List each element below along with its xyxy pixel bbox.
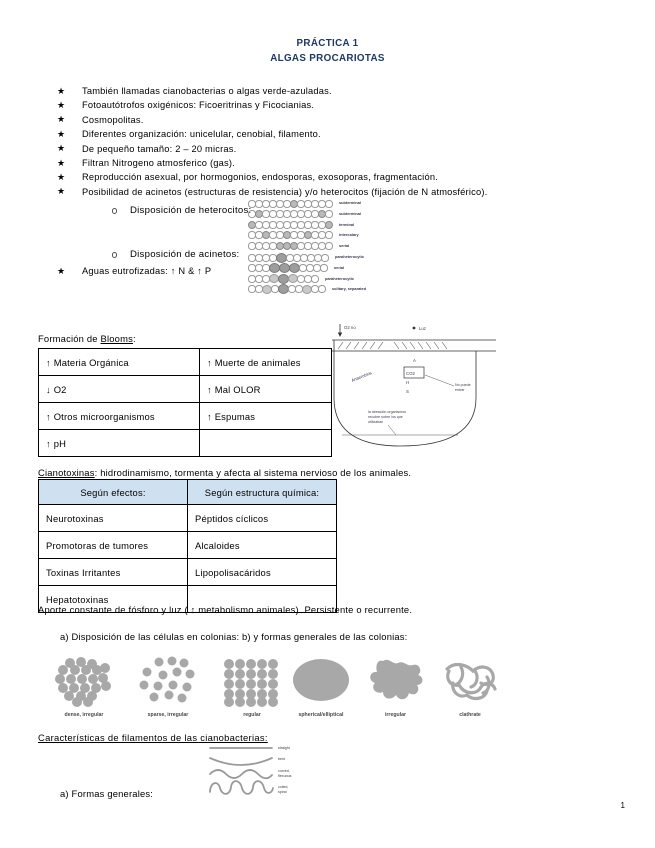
table-cell: ↑ Otros microorganismos xyxy=(39,403,200,430)
table-row xyxy=(39,430,332,457)
title-line-1: PRÁCTICA 1 xyxy=(296,38,359,49)
star-bullet-icon: ★ xyxy=(57,186,66,197)
cianotoxinas-heading-rest: : hidrodinamismo, tormenta y afecta al sistema nervioso de los animales. xyxy=(94,467,412,478)
star-bullet-icon: ★ xyxy=(57,265,66,276)
bullet-text: Diferentes organización: unicelular, cenobial, filamento. xyxy=(82,129,321,140)
figure-caption: spherical/elliptical xyxy=(298,712,344,718)
row-label: paraheterocytic xyxy=(335,254,364,260)
figure-sparse-irregular xyxy=(132,655,204,718)
cianotoxinas-table xyxy=(38,479,337,613)
table-row xyxy=(39,505,337,532)
blooms-heading-prefix: Formación de xyxy=(38,333,101,344)
no-entra-note-2: entrar xyxy=(455,388,465,392)
bloom-lake-figure xyxy=(326,320,506,460)
filament-label-straight: straight xyxy=(278,746,290,750)
list-item xyxy=(52,156,655,170)
filament-label-curved-2: flexuous xyxy=(278,774,292,778)
colonies-item-a: a) Disposición de las células en colonias: xyxy=(60,631,240,642)
table-cell: Toxinas Irritantes xyxy=(39,559,188,586)
figure-regular xyxy=(216,655,288,718)
page-title xyxy=(0,36,655,66)
star-bullet-icon: ★ xyxy=(57,143,66,154)
table-row xyxy=(39,532,337,559)
row-label: subterminal xyxy=(339,210,362,216)
table-cell: Lipopolisacáridos xyxy=(188,559,337,586)
column-header: Según estructura química: xyxy=(188,480,337,505)
list-item xyxy=(52,84,655,98)
page-number: 1 xyxy=(620,801,625,810)
bottom-note-3: utilizaban xyxy=(368,420,384,424)
filament-label-coiled-2: spiral xyxy=(278,790,287,794)
table-cell: Neurotoxinas xyxy=(39,505,188,532)
bottom-note-2: recubre sobre los que xyxy=(368,415,403,419)
bottom-note-1: la aireación organismos xyxy=(368,410,406,414)
figure-caption: sparse, irregular xyxy=(147,712,189,718)
colony-shape-figures xyxy=(288,655,503,718)
feature-bullet-list xyxy=(0,84,655,199)
list-item xyxy=(52,113,655,127)
list-item xyxy=(52,98,655,112)
filament-row xyxy=(248,231,361,240)
row-label: subterminal xyxy=(339,200,362,206)
table-row xyxy=(39,349,332,376)
table-cell: ↑ Muerte de animales xyxy=(200,349,332,376)
figure-caption: regular xyxy=(243,712,261,718)
table-row xyxy=(39,559,337,586)
table-cell: ↑ Mal OLOR xyxy=(200,376,332,403)
cianotoxinas-footer: Aporte constante de fósforo y luz ( ↑ metabolismo animales). Persistente o recurrente. xyxy=(38,604,413,615)
star-bullet-icon: ★ xyxy=(57,171,66,182)
figure-caption: irregular xyxy=(384,712,407,718)
bullet-text: Fotoautótrofos oxigénicos: Ficoeritrinas y Ficocianias. xyxy=(82,100,315,111)
filament-label-coiled-1: coiled, xyxy=(278,785,289,789)
table-cell: ↑ Espumas xyxy=(200,403,332,430)
no-entra-note-1: No puede xyxy=(455,383,471,387)
subitem-heterocitos xyxy=(108,204,655,218)
table-cell: Hepatotoxinas xyxy=(39,586,188,613)
blooms-heading xyxy=(38,333,136,344)
subitem-acinetos xyxy=(108,248,655,262)
figure-spherical-elliptical xyxy=(288,655,354,718)
star-bullet-icon: ★ xyxy=(57,114,66,125)
blooms-heading-suffix: : xyxy=(133,333,136,344)
a-label: A xyxy=(413,358,416,363)
table-cell xyxy=(200,430,332,457)
row-label: serial xyxy=(334,264,345,270)
filament-row xyxy=(248,220,361,229)
table-cell: Promotoras de tumores xyxy=(39,532,188,559)
table-row xyxy=(39,403,332,430)
bullet-text: Aguas eutrofizadas: ↑ N & ↑ P xyxy=(82,266,212,277)
figure-irregular-shape xyxy=(363,655,429,718)
title-line-2: ALGAS PROCARIOTAS xyxy=(270,53,385,64)
table-cell: ↑ pH xyxy=(39,430,200,457)
table-cell: ↑ Materia Orgánica xyxy=(39,349,200,376)
table-cell: ↓ O2 xyxy=(39,376,200,403)
list-item xyxy=(52,264,655,278)
bullet-text: Posibilidad de acinetos (estructuras de resistencia) y/o heterocitos (fijación de N atmosférico). xyxy=(82,186,488,197)
row-label: intercalary xyxy=(339,232,359,238)
eutro-bullet-list xyxy=(0,264,655,278)
filament-label-bent: bent xyxy=(278,757,285,761)
bullet-text: Cosmopolitas. xyxy=(82,114,144,125)
star-bullet-icon: ★ xyxy=(57,157,66,168)
o2-label: O2 no xyxy=(344,325,356,330)
circle-bullet-icon xyxy=(112,252,117,257)
table-cell: Péptidos cíclicos xyxy=(188,505,337,532)
blooms-table xyxy=(38,348,332,457)
list-item xyxy=(52,185,655,199)
star-bullet-icon: ★ xyxy=(57,85,66,96)
subitem-label: Disposición de acinetos: xyxy=(130,249,240,261)
list-item xyxy=(52,127,655,141)
blooms-heading-keyword: Blooms xyxy=(100,333,133,344)
list-item xyxy=(52,142,655,156)
box-line-2: H xyxy=(406,380,410,385)
figure-caption: clathrate xyxy=(459,712,481,718)
table-header-row xyxy=(39,480,337,505)
row-label: solitary, separated xyxy=(332,286,367,292)
bullet-text: Filtran Nitrogeno atmosferico (gas). xyxy=(82,158,235,169)
figure-caption: dense, irregular xyxy=(64,712,104,718)
circle-bullet-icon xyxy=(112,208,117,213)
box-line-1: CO2 xyxy=(406,371,415,376)
subitem-label: Disposición de heterocitos: xyxy=(130,205,252,217)
figure-dense-irregular xyxy=(48,655,120,718)
list-item xyxy=(52,170,655,184)
cell-arrangement-figures xyxy=(48,655,288,718)
bullet-text: También llamadas cianobacterias o algas verde-azuladas. xyxy=(82,86,332,96)
row-label: serial xyxy=(339,242,350,248)
anaerobios-label: Anaerobios xyxy=(350,370,373,383)
row-label: paraheterocytic xyxy=(325,275,354,281)
box-line-3: S xyxy=(406,389,409,394)
filament-shapes-figure xyxy=(204,742,314,798)
figure-clathrate xyxy=(437,655,503,718)
colonies-item-b: b) y formas generales de las colonias: xyxy=(242,631,408,642)
bullet-text: De pequeño tamaño: 2 – 20 micras. xyxy=(82,143,237,154)
filament-row xyxy=(248,285,366,294)
star-bullet-icon: ★ xyxy=(57,99,66,110)
cianotoxinas-keyword: Cianotoxinas xyxy=(38,467,95,478)
filaments-heading: Características de filamentos de las cianobacterias: xyxy=(38,732,268,743)
bullet-text: Reproducción asexual, por hormogonios, endosporas, exosoporas, fragmentación. xyxy=(82,172,438,183)
table-row xyxy=(39,376,332,403)
star-bullet-icon: ★ xyxy=(57,128,66,139)
cianotoxinas-heading xyxy=(38,466,411,480)
column-header: Según efectos: xyxy=(39,480,188,505)
filaments-item-a: a) Formas generales: xyxy=(60,788,154,799)
table-cell: Alcaloides xyxy=(188,532,337,559)
luz-label: Luz xyxy=(419,326,426,331)
row-label: terminal xyxy=(339,221,355,227)
filament-label-curved-1: curved, xyxy=(278,769,290,773)
